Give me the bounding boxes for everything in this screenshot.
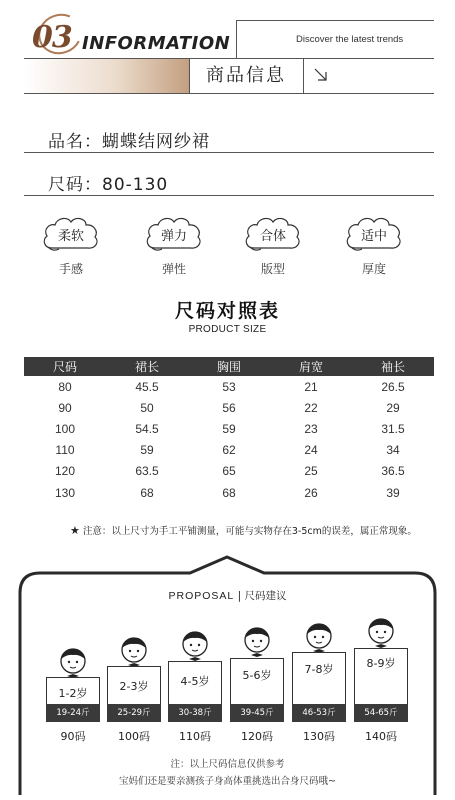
proposal-footer-note: 注：以上尺码信息仅供参考 [170,759,285,770]
feature-sub: 厚度 [361,262,386,276]
measurement-note [70,523,417,537]
kid-size: 90码 [60,730,86,743]
feature-softness [36,212,106,277]
info-header [0,0,455,100]
table-cell: 59 [140,443,154,458]
kid-size: 120码 [241,730,273,743]
kid-age: 1-2岁 [58,687,88,700]
table-cell: 39 [386,485,400,500]
child-face-icon [175,626,215,666]
feature-sub: 弹性 [161,262,186,276]
table-cell: 31.5 [381,421,405,436]
table-cell: 68 [222,485,236,500]
child-face-icon [361,613,401,653]
column-header: 胸围 [188,357,270,376]
table-cell: 25 [304,464,318,479]
product-name-label: 品名： [48,132,102,152]
product-size-label: 尺码： [48,175,102,195]
divider [24,195,434,196]
kid-weight: 54-65斤 [354,704,408,722]
table-cell: 29 [386,400,400,415]
table-cell: 90 [58,400,72,415]
measurement-note-text: 注意：以上尺寸为手工平铺测量，可能与实物存在3-5cm的误差，属正常现象。 [82,526,417,537]
product-size-row [48,170,168,195]
table-cell: 24 [304,443,318,458]
table-cell: 54.5 [135,421,159,436]
header-divider [236,20,237,58]
table-cell: 53 [222,379,236,394]
header-divider [303,59,304,93]
table-row [24,482,434,503]
kid-age: 4-5岁 [180,675,210,688]
divider [24,152,434,153]
table-cell: 45.5 [135,379,159,394]
proposal-title-en: PROPOSAL [168,590,235,602]
table-header-row [24,357,434,376]
table-cell: 59 [222,421,236,436]
kid-weight: 46-53斤 [292,704,346,722]
size-chart-title [0,296,455,323]
proposal-footer-tip: 宝妈们还是要亲测孩子身高体重挑选出合身尺码哦~ [119,776,336,787]
tagline: Discover the latest trends [296,34,404,45]
table-row [24,418,434,439]
proposal-title-cn: 尺码建议 [244,590,287,602]
column-header: 肩宽 [270,357,352,376]
feature-label: 合体 [259,229,286,244]
kid-age: 5-6岁 [242,669,272,682]
size-table [24,357,434,503]
column-header: 袖长 [352,357,434,376]
table-cell: 26 [304,485,318,500]
kid-size: 130码 [303,730,335,743]
product-name-row [48,127,210,152]
table-row [24,397,434,418]
child-face-icon [237,622,277,662]
table-cell: 68 [140,485,154,500]
kid-age: 2-3岁 [119,680,149,693]
table-cell: 36.5 [381,464,405,479]
table-cell: 62 [222,443,236,458]
feature-label: 弹力 [160,229,187,244]
header-rule [236,20,434,21]
product-name-value: 蝴蝶结网纱裙 [102,132,210,152]
table-cell: 50 [140,400,154,415]
feature-elasticity [139,212,209,277]
feature-fit [238,212,308,277]
feature-thickness [339,212,409,277]
section-title-cn: 商品信息 [206,65,286,86]
table-cell: 23 [304,421,318,436]
table-cell: 21 [304,379,318,394]
kid-size: 140码 [365,730,397,743]
kid-size: 100码 [118,730,150,743]
column-header: 尺码 [24,357,106,376]
table-cell: 63.5 [135,464,159,479]
table-cell: 100 [54,421,76,436]
feature-label: 柔软 [57,229,84,244]
kid-size: 110码 [179,730,211,743]
table-cell: 110 [55,443,75,458]
size-chart-title-rest: 对照表 [217,300,281,322]
feature-label: 适中 [360,229,387,244]
star-icon: ★ [70,524,80,537]
kid-age: 8-9岁 [366,657,396,670]
arrow-down-right-icon [312,66,330,84]
product-size-value: 80-130 [102,175,169,195]
kid-weight: 25-29斤 [107,704,161,722]
kid-weight: 30-38斤 [168,704,222,722]
kid-age: 7-8岁 [304,663,334,676]
column-header: 裙长 [106,357,188,376]
table-cell: 80 [58,379,72,394]
header-rule [24,93,434,94]
kid-weight: 19-24斤 [46,704,100,722]
table-row [24,376,434,397]
table-cell: 22 [304,400,318,415]
proposal-title-sep: | [237,590,245,602]
size-chart-title-highlight: 尺码 [175,296,217,323]
table-cell: 130 [54,485,76,500]
table-cell: 65 [222,464,236,479]
feature-sub: 手感 [58,262,83,276]
section-title-en: INFORMATION [82,33,231,54]
table-cell: 26.5 [381,379,405,394]
table-cell: 120 [54,464,76,479]
feature-sub: 版型 [260,262,285,276]
kid-weight: 39-45斤 [230,704,284,722]
section-number: 03 [32,20,72,55]
table-cell: 34 [386,443,400,458]
gradient-bar [24,59,189,93]
table-cell: 56 [222,400,236,415]
size-chart-subtitle: PRODUCT SIZE [188,324,267,335]
table-row [24,461,434,482]
proposal-title [0,588,455,603]
table-row [24,440,434,461]
